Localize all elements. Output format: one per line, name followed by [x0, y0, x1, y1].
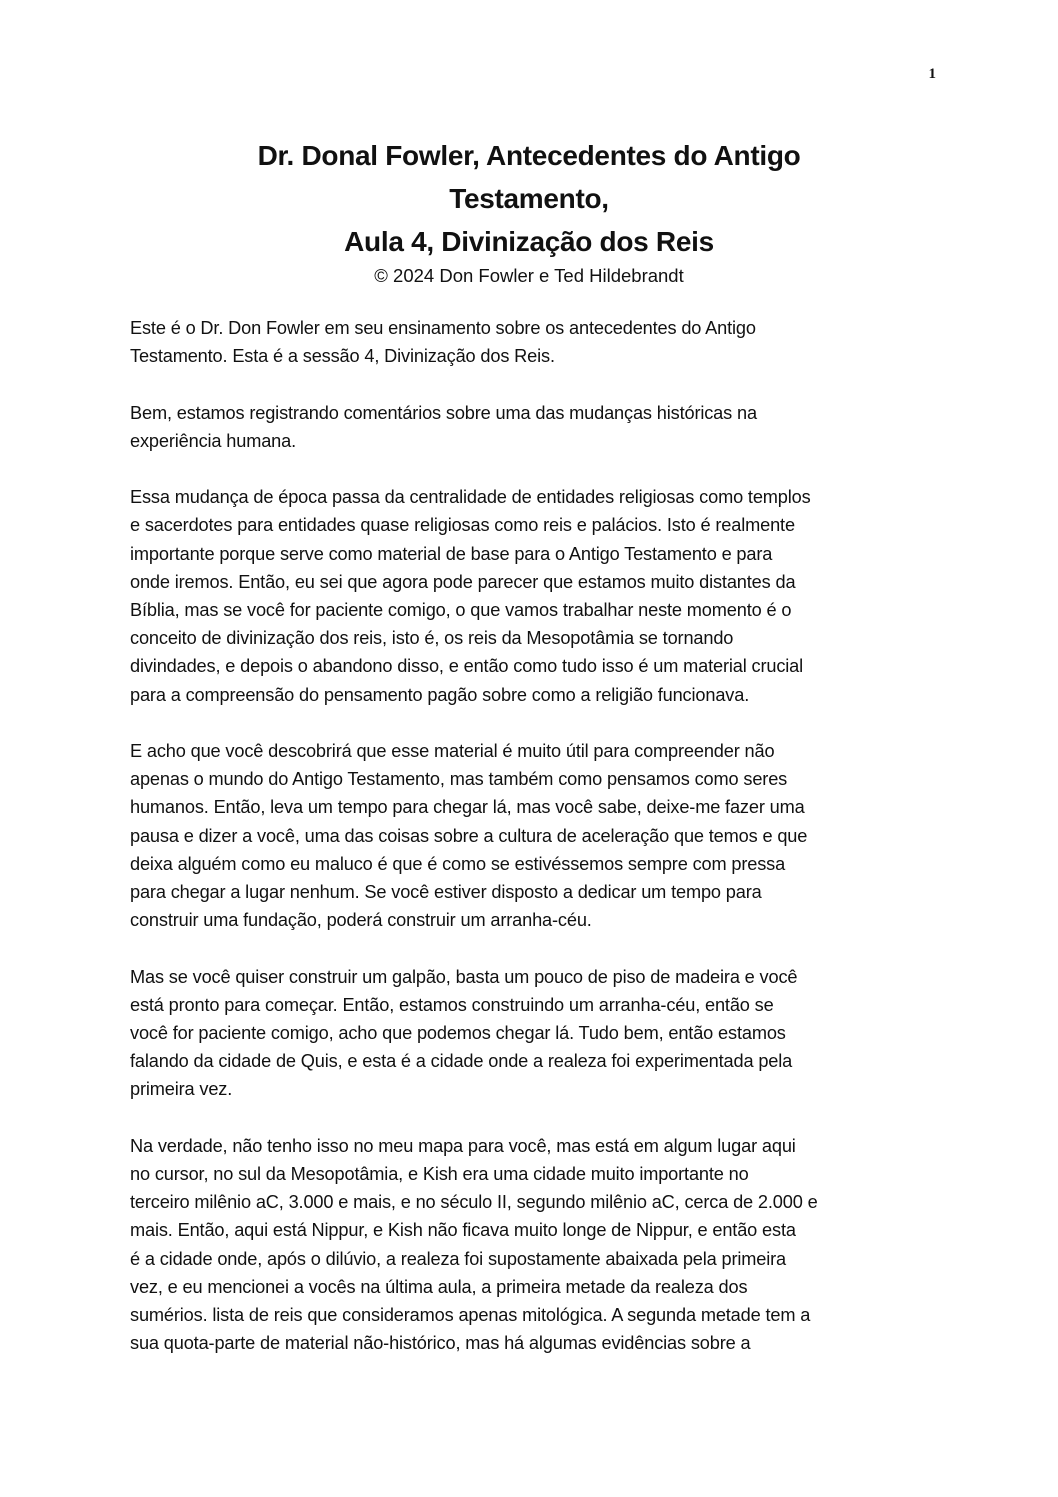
title-line-3: Aula 4, Divinização dos Reis: [344, 226, 714, 257]
text-line: vez, e eu mencionei a vocês na última aula, a primeira metade da realeza dos: [130, 1276, 748, 1297]
text-line: Testamento. Esta é a sessão 4, Divinização dos Reis.: [130, 346, 555, 367]
text-line: e sacerdotes para entidades quase religiosas como reis e palácios. Isto é realmente: [130, 515, 795, 536]
text-line: no cursor, no sul da Mesopotâmia, e Kish era uma cidade muito importante no: [130, 1164, 749, 1185]
text-line: divindades, e depois o abandono disso, e então como tudo isso é um material crucial: [130, 656, 804, 677]
text-line: primeira vez.: [130, 1079, 233, 1100]
paragraph-4: [130, 737, 930, 934]
text-line: Bíblia, mas se você for paciente comigo, o que vamos trabalhar neste momento é o: [130, 600, 792, 620]
text-line: Este é o Dr. Don Fowler em seu ensinamento sobre os antecedentes do Antigo: [130, 318, 756, 338]
text-line: Na verdade, não tenho isso no meu mapa para você, mas está em algum lugar aqui: [130, 1135, 796, 1156]
text-line: Mas se você quiser construir um galpão, basta um pouco de piso de madeira e você: [130, 966, 798, 987]
paragraph-6: [130, 1132, 930, 1358]
text-line: você for paciente comigo, acho que podemos chegar lá. Tudo bem, então estamos: [130, 1023, 786, 1044]
title-line-2: Testamento,: [449, 183, 609, 214]
text-line: mais. Então, aqui está Nippur, e Kish não ficava muito longe de Nippur, e então esta: [130, 1220, 796, 1241]
body-text: [130, 314, 930, 1386]
text-line: terceiro milênio aC, 3.000 e mais, e no século II, segundo milênio aC, cerca de 2.000 e: [130, 1192, 818, 1213]
paragraph-1: [130, 314, 930, 370]
page-number: 1: [928, 66, 936, 82]
text-line: está pronto para começar. Então, estamos construindo um arranha-céu, então se: [130, 994, 774, 1015]
text-line: para a compreensão do pensamento pagão sobre como a religião funcionava.: [130, 684, 750, 705]
text-line: para chegar a lugar nenhum. Se você estiver disposto a dedicar um tempo para: [130, 882, 762, 903]
paragraph-2: [130, 399, 930, 455]
paragraph-3: [130, 483, 930, 709]
text-line: humanos. Então, leva um tempo para chegar lá, mas você sabe, deixe-me fazer uma: [130, 797, 805, 818]
text-line: deixa alguém como eu maluco é que é como se estivéssemos sempre com pressa: [130, 853, 786, 874]
text-line: E acho que você descobrirá que esse material é muito útil para compreender não: [130, 741, 775, 761]
text-line: apenas o mundo do Antigo Testamento, mas também como pensamos como seres: [130, 769, 788, 790]
text-line: importante porque serve como material de base para o Antigo Testamento e para: [130, 543, 773, 564]
paragraph-5: [130, 963, 930, 1104]
text-line: experiência humana.: [130, 430, 296, 451]
text-line: pausa e dizer a você, uma das coisas sobre a cultura de aceleração que temos e que: [130, 825, 808, 846]
text-line: construir uma fundação, poderá construir um arranha-céu.: [130, 910, 592, 931]
text-line: é a cidade onde, após o dilúvio, a realeza foi supostamente abaixada pela primeira: [130, 1248, 787, 1269]
text-line: Essa mudança de época passa da centralidade de entidades religiosas como templos: [130, 487, 811, 508]
text-line: Bem, estamos registrando comentários sobre uma das mudanças históricas na: [130, 402, 757, 423]
copyright-notice: © 2024 Don Fowler e Ted Hildebrandt: [374, 265, 684, 286]
title-line-1: Dr. Donal Fowler, Antecedentes do Antigo: [257, 140, 801, 171]
document-title-block: [0, 134, 1058, 289]
text-line: onde iremos. Então, eu sei que agora pode parecer que estamos muito distantes da: [130, 571, 796, 592]
text-line: sua quota-parte de material não-histórico, mas há algumas evidências sobre a: [130, 1333, 751, 1354]
text-line: conceito de divinização dos reis, isto é, os reis da Mesopotâmia se tornando: [130, 628, 734, 649]
text-line: falando da cidade de Quis, e esta é a cidade onde a realeza foi experimentada pela: [130, 1051, 793, 1072]
text-line: sumérios. lista de reis que consideramos apenas mitológica. A segunda metade tem a: [130, 1305, 811, 1326]
